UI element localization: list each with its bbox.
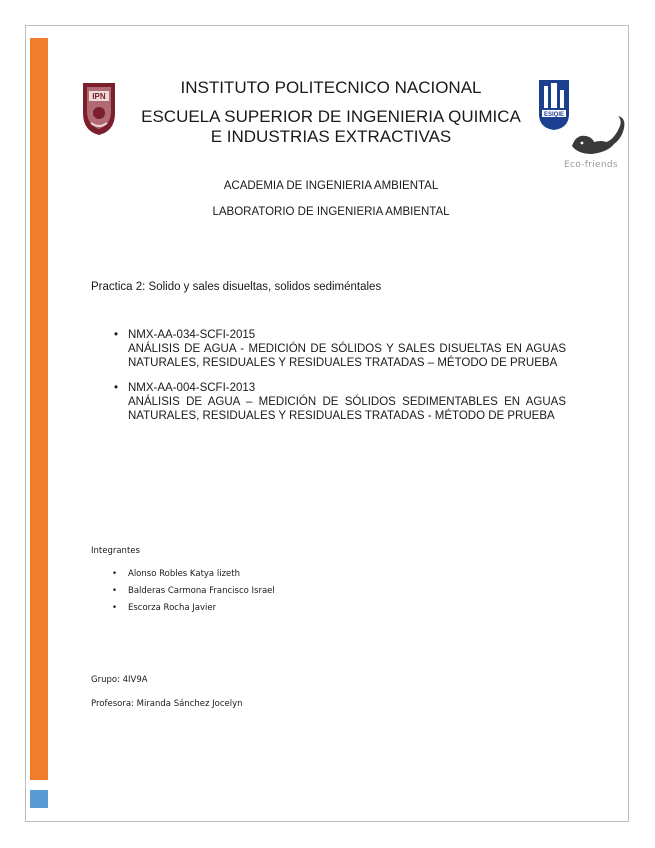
list-item bbox=[104, 328, 566, 370]
list-item bbox=[104, 585, 275, 602]
svg-text:ESIQIE: ESIQIE bbox=[543, 112, 565, 118]
institution-title: INSTITUTO POLITECNICO NACIONAL bbox=[180, 78, 482, 97]
bullet: • bbox=[112, 603, 118, 613]
document-page bbox=[25, 25, 629, 822]
members-list bbox=[104, 568, 275, 619]
members-title: Integrantes bbox=[91, 546, 140, 556]
bullet: • bbox=[114, 382, 119, 394]
norm-code: NMX-AA-034-SCFI-2015 bbox=[128, 329, 256, 341]
member-name: Escorza Rocha Javier bbox=[128, 603, 217, 613]
member-name: Alonso Robles Katya lizeth bbox=[128, 569, 240, 579]
bullet: • bbox=[112, 586, 118, 596]
member-name: Balderas Carmona Francisco Israel bbox=[128, 586, 275, 596]
school-title-line1: ESCUELA SUPERIOR DE INGENIERIA QUIMICA bbox=[141, 107, 521, 126]
academy-title: ACADEMIA DE INGENIERIA AMBIENTAL bbox=[223, 180, 439, 192]
practice-title: Practica 2: Solido y sales disueltas, solidos sediméntales bbox=[91, 281, 382, 293]
list-item bbox=[104, 568, 275, 585]
norm-description: ANÁLISIS DE AGUA - MEDICIÓN DE SÓLIDOS Y SALES DISUELTAS EN AGUAS NATURALES, RESIDUALES Y RESIDUALES TRATADAS – MÉTODO DE PRUEBA bbox=[128, 343, 566, 369]
eco-friends-label: Eco-friends bbox=[564, 160, 618, 170]
laboratory-title: LABORATORIO DE INGENIERIA AMBIENTAL bbox=[212, 206, 450, 218]
bullet: • bbox=[114, 329, 119, 341]
school-title-line2: E INDUSTRIAS EXTRACTIVAS bbox=[210, 127, 452, 146]
blue-accent-square bbox=[30, 790, 48, 808]
svg-text:IPN: IPN bbox=[92, 92, 106, 101]
group-label: Grupo: 4IV9A bbox=[91, 675, 148, 685]
list-item bbox=[104, 602, 275, 619]
norm-description: ANÁLISIS DE AGUA – MEDICIÓN DE SÓLIDOS SEDIMENTABLES EN AGUAS NATURALES, RESIDUALES Y RESIDUALES TRATADAS - MÉTODO DE PRUEBA bbox=[128, 396, 566, 422]
orange-accent-bar bbox=[30, 38, 48, 780]
norm-code: NMX-AA-004-SCFI-2013 bbox=[128, 382, 256, 394]
norms-list bbox=[104, 328, 566, 434]
professor-label: Profesora: Miranda Sánchez Jocelyn bbox=[91, 699, 243, 709]
list-item bbox=[104, 381, 566, 423]
bullet: • bbox=[112, 569, 118, 579]
